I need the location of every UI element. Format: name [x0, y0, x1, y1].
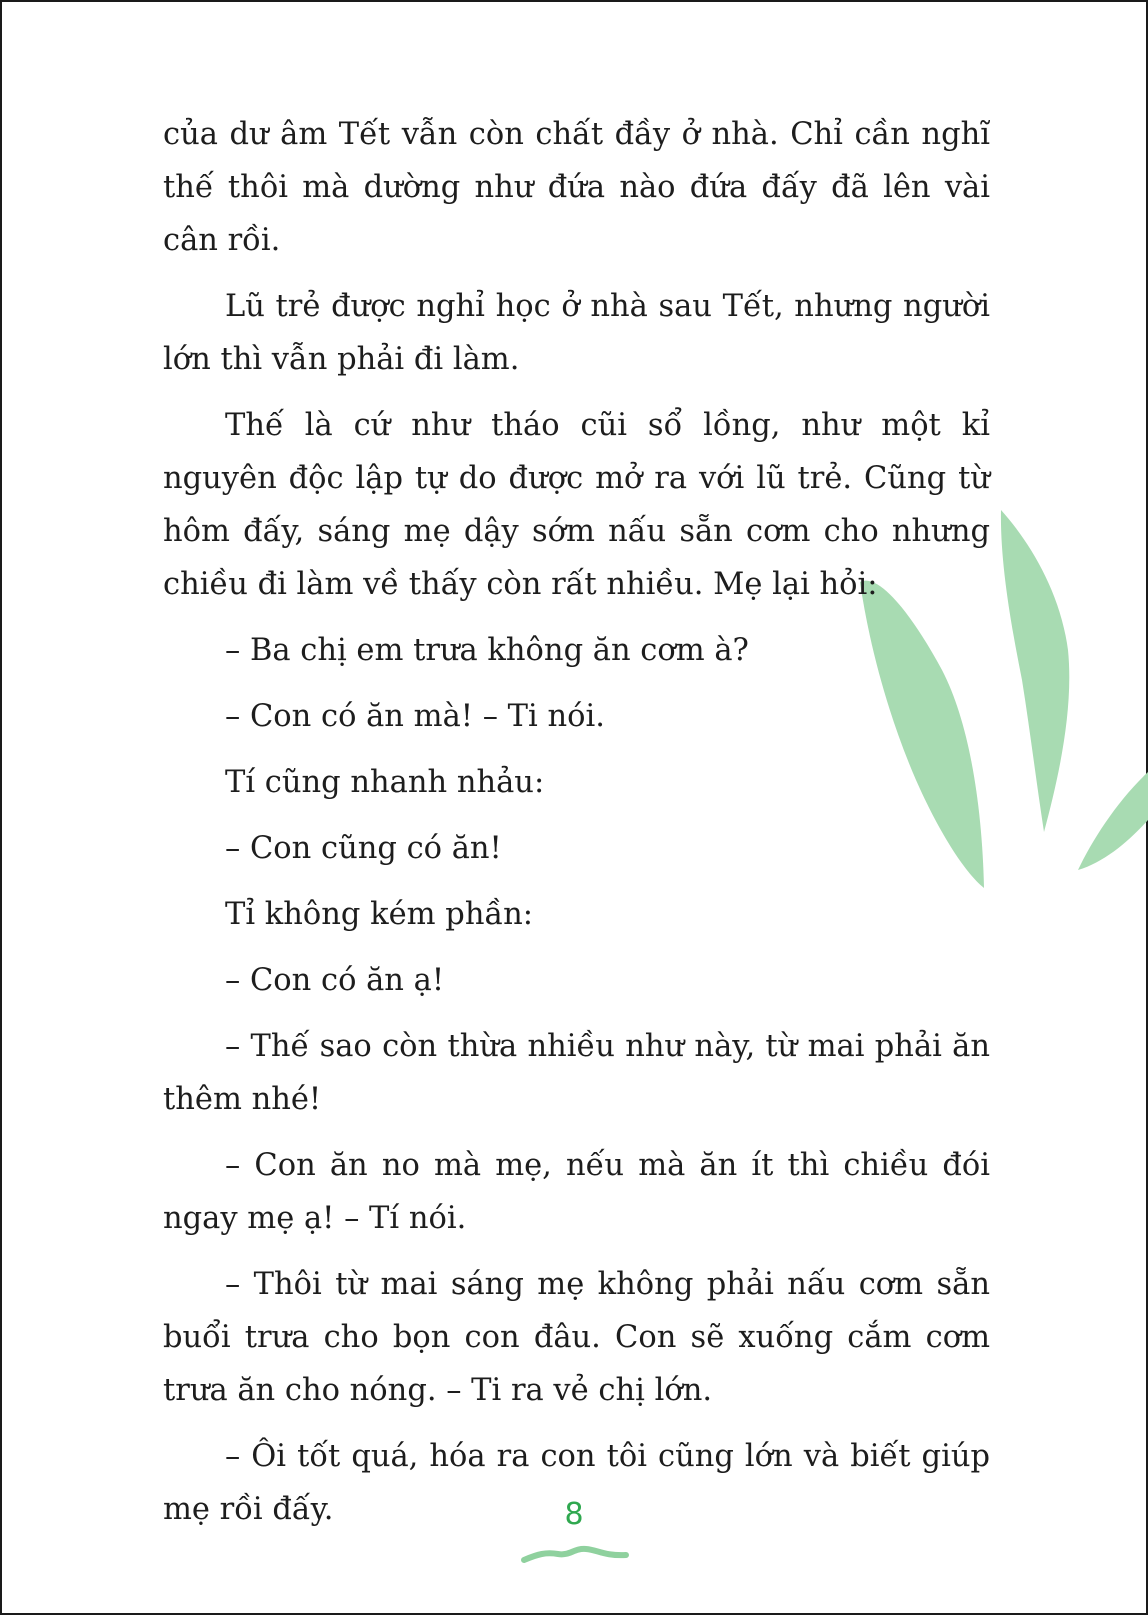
body-text: [163, 108, 990, 1549]
paragraph-2: Lũ trẻ được nghỉ học ở nhà sau Tết, nhưng người lớn thì vẫn phải đi làm.: [163, 289, 990, 377]
dialogue-line-6: – Con ăn no mà mẹ, nếu mà ăn ít thì chiều đói ngay mẹ ạ! – Tí nói.: [163, 1148, 990, 1236]
paragraph-1: của dư âm Tết vẫn còn chất đầy ở nhà. Chỉ cần nghĩ thế thôi mà dường như đứa nào đứa đấy đã lên vài cân rồi.: [163, 117, 990, 258]
dialogue-line-8: – Ôi tốt quá, hóa ra con tôi cũng lớn và biết giúp mẹ rồi đấy.: [163, 1439, 990, 1527]
page-number: 8: [564, 1497, 584, 1532]
dialogue-line-3: – Con cũng có ăn!: [225, 831, 502, 866]
wave-icon: [520, 1544, 630, 1568]
leaf-right-icon: [1078, 772, 1148, 870]
leaf-center-icon: [1001, 510, 1069, 832]
dialogue-line-1: – Ba chị em trưa không ăn cơm à?: [225, 633, 749, 668]
dialogue-line-7: – Thôi từ mai sáng mẹ không phải nấu cơm sẵn buổi trưa cho bọn con đâu. Con sẽ xuống cắm cơm trưa ăn cho nóng. – Ti ra vẻ chị lớn.: [163, 1267, 990, 1408]
dialogue-line-2: – Con có ăn mà! – Ti nói.: [225, 699, 605, 734]
narration-line-1: Tí cũng nhanh nhảu:: [225, 765, 545, 800]
dialogue-line-4: – Con có ăn ạ!: [225, 963, 445, 998]
paragraph-3: Thế là cứ như tháo cũi sổ lồng, như một kỉ nguyên độc lập tự do được mở ra với lũ trẻ. Cũng từ hôm đấy, sáng mẹ dậy sớm nấu sẵn cơm cho nhưng chiều đi làm về thấy còn rất nhiều. Mẹ lại hỏi:: [163, 408, 990, 602]
narration-line-2: Tỉ không kém phần:: [225, 897, 534, 932]
dialogue-line-5: – Thế sao còn thừa nhiều như này, từ mai phải ăn thêm nhé!: [163, 1029, 990, 1117]
